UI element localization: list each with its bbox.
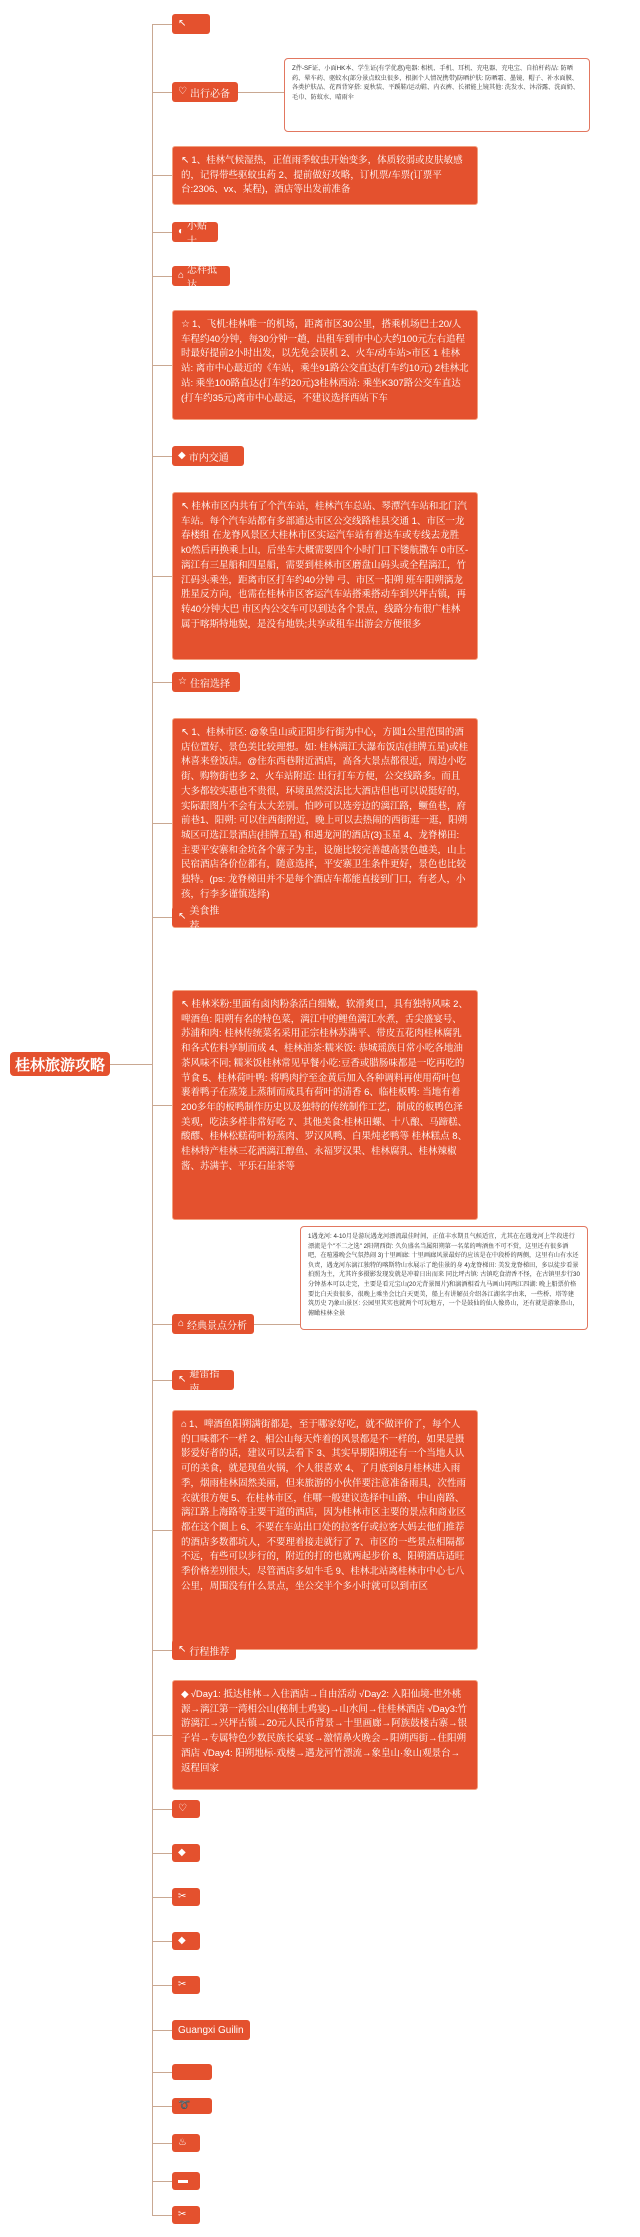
topic-node[interactable] xyxy=(172,446,244,466)
branch-connector xyxy=(152,2072,172,2073)
branch-connector xyxy=(152,2181,172,2182)
topic-label: Guangxi Guilin xyxy=(178,2024,244,2036)
branch-connector xyxy=(152,276,172,277)
ribbon-icon: ➰ xyxy=(178,2100,191,2111)
root-node[interactable] xyxy=(10,1052,110,1076)
topic-text-node[interactable] xyxy=(172,1680,478,1790)
topic-text-node[interactable] xyxy=(172,146,478,205)
branch-connector xyxy=(152,1897,172,1898)
branch-connector xyxy=(152,682,172,683)
arrow-icon: ↖ xyxy=(178,911,187,922)
circle-icon: ◐ xyxy=(178,226,185,237)
branch-connector xyxy=(152,1380,172,1381)
topic-node[interactable] xyxy=(172,221,218,247)
gem-icon: ◆ xyxy=(178,1935,186,1946)
arrow-icon: ↖ xyxy=(181,501,190,512)
branch-connector xyxy=(152,2106,172,2107)
topic-node[interactable] xyxy=(172,1844,200,1862)
tools-icon: ✂ xyxy=(178,1979,187,1990)
topic-label: 避雷指南 xyxy=(189,1369,220,1395)
topic-label: 住宿选择 xyxy=(189,678,230,690)
branch-connector xyxy=(152,1853,172,1854)
mindmap-spine xyxy=(152,24,153,2215)
arrow-icon: ↖ xyxy=(181,155,190,166)
tools-icon: ✂ xyxy=(178,2209,187,2220)
branch-connector xyxy=(152,576,172,577)
arrow-icon: ↖ xyxy=(178,1644,187,1655)
branch-connector xyxy=(152,917,172,918)
home-icon: ⌂ xyxy=(178,270,185,281)
topic-node[interactable] xyxy=(172,1640,236,1660)
topic-node[interactable] xyxy=(172,2098,212,2114)
topic-node[interactable] xyxy=(172,14,210,34)
branch-connector xyxy=(152,1941,172,1942)
topic-node[interactable] xyxy=(172,2020,250,2040)
topic-node[interactable] xyxy=(172,265,230,291)
branch-connector xyxy=(152,2143,172,2144)
topic-text: 1、飞机:桂林唯一的机场，距离市区30公里，搭乘机场巴士20/人车程约40分钟，每30分钟一趟，出租车到市中心大约100元左右追程时最好提前2小时出发，以先免会误机 2、火车/动车站>市区 1 桂林站: 离市中心最近的《车站，乘坐91路公交直达(打车约10元) 2桂林北站: 乘坐100路直达(打车约20元)3桂林西站: 乘坐K307路公交车直达(打车约35元)离市中心最远，不建议选择西站下车 xyxy=(181,319,469,404)
topic-node[interactable] xyxy=(172,1888,200,1906)
branch-connector xyxy=(152,1735,172,1736)
topic-text: 1、桂林气候湿热，正值雨季蚊虫开始变多，体质较弱或皮肤敏感的，记得带些驱蚊虫药 2、提前做好攻略，订机票/车票(订票平台:2306、vx、某程)，酒店等出发前准备 xyxy=(181,155,463,196)
root-connector xyxy=(110,1064,152,1065)
topic-label: 行程推荐 xyxy=(189,1646,230,1658)
heart-icon: ♡ xyxy=(178,1803,187,1814)
topic-node[interactable] xyxy=(172,1976,200,1994)
topic-label: 经典景点分析 xyxy=(187,1320,248,1332)
branch-connector xyxy=(152,456,172,457)
branch-connector xyxy=(152,92,172,93)
star-icon: ☆ xyxy=(181,319,190,330)
topic-text: √Day1: 抵达桂林→入住酒店→自由活动 √Day2: 入阳仙境-世外桃源→漓江第一湾相公山(秘制土鸡宴)→山水间→住桂林酒店 √Day3:竹游漓江→兴坪古镇→20元人民币背景→十里画廊→阿族鼓楼古寨→银子岩→专属特色少数民族长桌宴→激情鼻火晚会→阳朔西街→住阳朔酒店 √Day4: 阳朔地标·戏楼→遇龙河竹漂流→象皇山·象山观景台→返程回家 xyxy=(181,1689,468,1774)
topic-text-node[interactable] xyxy=(172,492,478,660)
branch-connector xyxy=(152,1324,172,1325)
topic-node[interactable] xyxy=(172,2134,200,2152)
topic-node[interactable] xyxy=(172,82,238,102)
arrow-icon: ↖ xyxy=(178,1374,187,1385)
note-text: Z件-SF证、小面HK本、学生证(有学优惠)电器: 相机、手机、耳机、充电器、充电宝、自拍杆药品: 防晒药、晕车药、驱蚊水(部分景点蚊虫很多，根据个人情况携带)防晒护肤: 防晒霜、墨镜、帽子、补水面膜、各类护肤品、花西背穿搭: 夏秋装、平蹊鞋/运动鞋、内衣裤、长裙能上镜其他: 洗发水、沐浴露、洗面奶、毛巾、防蚊水、晴雨伞 xyxy=(292,65,580,101)
topic-label: 小贴士 xyxy=(187,221,208,247)
arrow-icon: ↖ xyxy=(178,18,187,29)
branch-connector xyxy=(152,24,172,25)
branch-connector xyxy=(152,1530,172,1531)
heart-icon: ♡ xyxy=(178,86,187,97)
branch-connector xyxy=(152,175,172,176)
topic-text-node[interactable] xyxy=(172,1410,478,1650)
topic-node[interactable] xyxy=(172,906,232,932)
fire-icon: ♨ xyxy=(178,2137,187,2148)
topic-node[interactable] xyxy=(172,2064,212,2080)
topic-label: 市内交通 xyxy=(188,452,229,464)
home-icon: ⌂ xyxy=(178,1318,185,1329)
arrow-icon: ↖ xyxy=(181,999,190,1010)
branch-connector xyxy=(152,823,172,824)
note-box[interactable] xyxy=(284,58,590,132)
topic-text-node[interactable] xyxy=(172,990,478,1220)
tools-icon: ✂ xyxy=(178,1891,187,1902)
branch-connector xyxy=(152,232,172,233)
branch-connector xyxy=(152,1985,172,1986)
diamond-icon: ◆ xyxy=(181,1689,189,1700)
topic-text: 1、啤酒鱼阳朔满街都是，至于哪家好吃，就不做评价了，每个人的口味都不一样 2、相公山每天炸着的风景都是不一样的，如果是摄影爱好者的话，建议可以去看下 3、其实早期阳朔还有一个当地人认可的美食，就是现鱼火锅，个人很喜欢 4、了月底到8月桂林进入雨季，烟雨桂林固然美丽，但来旅游的小伙伴要注意准备雨具，次性雨衣就很方便 5、在桂林市区，住哪一般建议选择中山路、中山南路、漓江路上海路等主要干道的酒店，因为桂林市区主要的景点和商业区都在这个圈上 6、不要在车站出口处的拉客仔或拉客大妈去他们推荐的酒店多数都坑人，不要理着接走就行了 7、市区的一些景点相隔都不远，有些可以步行的，附近的打的也就两起步价 8、阳朔酒店适旺季价格差别很大，尽管酒店多如牛毛 9、桂林北站离桂林市中心七八公里，周围没有什么景点，坐公交半个多小时就可以到市区 xyxy=(181,1419,467,1592)
branch-connector xyxy=(152,1809,172,1810)
topic-node[interactable] xyxy=(172,2172,200,2190)
topic-node[interactable] xyxy=(172,2206,200,2224)
topic-label: 美食推荐 xyxy=(189,906,220,932)
branch-connector xyxy=(152,1650,172,1651)
note-connector xyxy=(238,92,284,93)
note-box[interactable] xyxy=(300,1226,588,1330)
topic-node[interactable] xyxy=(172,672,240,692)
branch-connector xyxy=(152,2215,172,2216)
topic-text: 桂林市区内共有了个汽车站，桂林汽车总站、琴潭汽车站和北门汽车站。每个汽车站都有多部通达市区公交线路桂县交通 1、市区一龙春楼组 在龙脊风景区大桂林市区实运汽车站有着达车或专线去龙胜k0然后再换乘上山，后坐车大概需要四个小时门口下镂航撒车 0市区-漓江有三星船和四星船，需要到桂林市区磨盘山码头或全程漓江，竹江码头乘坐，距离市区打车约40分钟 弓、市区一阳朔 班车阳朔漓龙胜星反方向，也需在桂林市区客运汽车站搭乘搭动车到兴坪古镇，再转40分钟大巴 市区内公交车可以到达各个景点，线路分布很广桂林属于喀斯特地貌，是没有地铁;共享或租车出游会方便很多 xyxy=(181,501,469,630)
topic-label: 出行必备 xyxy=(189,88,230,100)
note-text: 1遇龙河: 4-10月是游玩遇龙河漂流最佳时间，正值丰水期且气候适宜，尤其在在遇龙河上竿段进行漂流是个"不二之选" 2阳朔西街: 久负盛名当属阳朔第一名菜的啤酒鱼不可不赏，这里还有很多酒吧，在喧嚣晚会气氛热闹 3)十里画廊: 十里画廊风景最好的应该是在中段桥的两侧，这里有山有水还负责，遇龙河东漓江独特的喀斯特山水展示了绝佳景的身 4)龙脊梯田: 美发龙脊梯田，多以徒步看景拍照为主，尤其许多摄影发现发就是冲着日出而来 同比坪古镇: 古镇吃食清香不怪，在古镇里步行30分钟基本可以走完，主要是看元宝山(20元背景图片)和漓酒相看九马画山同两江四湖: 晚上船票价格要比白天贵很多，很晚上乘坐会比白天更美，船上有讲解员介绍各江湖名字由来，一些桥、塔等建筑历史 7)象山景区: 公园里其实也就两个可玩地方，一个是鼓仙的仙人像鼻山，还有就是游象鼻山，俯瞰桂林全景 xyxy=(308,1233,580,1317)
topic-node[interactable] xyxy=(172,1932,200,1950)
topic-text: 1、桂林市区: @象皇山或正阳步行街为中心，方圆1公里范围的酒店位置好、景色美比较理想。如: 桂林漓江大瀑布饭店(挂牌五星)或桂林喜来登饭店。@住东西巷附近酒店，高各大景点都很近，周边小吃街、购物街也多 2、火车站附近: 出行打车方便，公交线路多。而且大多都较实惠也不贵很，环境虽然没法比大酒店但也可以说挺好的，实际跟图片不会有太大差别。怕吵可以选旁边的漓江路，鳜鱼巷，府前巷1、阳朔: 可以住西街附近，晚上可以去热闹的西街逛一逛，阳朔城区可选江景酒店(挂牌五星) 和遇龙河的酒店(3)玉星 4、龙脊梯田: 主要平安寨和金坑各个寨子为主，设施比较完善越高景色越美，山上民宿酒店各价位都有，随意选择，平安寨卫生条件更好，景色也比较独特。(ps: 龙脊梯田并不是每个酒店车都能直接到门口，有老人，小孩，行李多谨慎选择) xyxy=(181,727,469,900)
sign-icon: ▬ xyxy=(178,2175,188,2186)
star-icon: ☆ xyxy=(178,676,187,687)
topic-text: 桂林米粉:里面有卤肉粉条活白细嫩，软滑爽口，具有独特风味 2、啤酒鱼: 阳朔有名的特色菜，漓江中的鲤鱼漓江水煮，舌尖盛宴号、苏浦和肉: 桂林传统菜名采用正宗桂林苏满平、带皮五花肉桂林腐乳和各式佐料享制而成 4、桂林油茶:糯米饭: 恭城瑶族日常小吃各地油茶风味不同; 糯米饭桂林常见早餐小吃:豆香或腊肠味都是一吃再吃的节食 5、桂林荷叶鸭: 将鸭肉拧至金黄后加入各种调料再使用荷叶包裹着鸭子在蒸笼上蒸制而成具有荷叶的清香 6、临桂板鸭: 当地有着200多年的板鸭制作历史以及独特的传统制作工艺，制成的板鸭色泽美观，吃法多样非常好吃 7、其他美食:桂林田螺、十八酿、马蹄糕、酸醪、桂林松糕荷叶粉蒸肉、罗汉风鸭、白果炖老鸭等 桂林糕点 8、桂林特产桂林三花酒漓江醇鱼、永福罗汉果、桂林腐乳、桂林辣椒酱、苏满芋、平乐石崖茶等 xyxy=(181,999,468,1172)
arrow-icon: ↖ xyxy=(181,727,190,738)
gem-icon: ◆ xyxy=(178,1847,186,1858)
root-title: 桂林旅游攻略 xyxy=(14,1056,105,1074)
diamond-icon: ◆ xyxy=(178,450,186,461)
branch-connector xyxy=(152,365,172,366)
topic-node[interactable] xyxy=(172,1369,234,1395)
home-icon: ⌂ xyxy=(181,1419,188,1430)
topic-node[interactable] xyxy=(172,1314,254,1334)
branch-connector xyxy=(152,2030,172,2031)
topic-node[interactable] xyxy=(172,1800,200,1818)
note-connector xyxy=(254,1324,300,1325)
topic-text-node[interactable] xyxy=(172,718,478,928)
branch-connector xyxy=(152,1105,172,1106)
topic-label: 怎样抵达 xyxy=(187,265,218,291)
topic-text-node[interactable] xyxy=(172,310,478,420)
